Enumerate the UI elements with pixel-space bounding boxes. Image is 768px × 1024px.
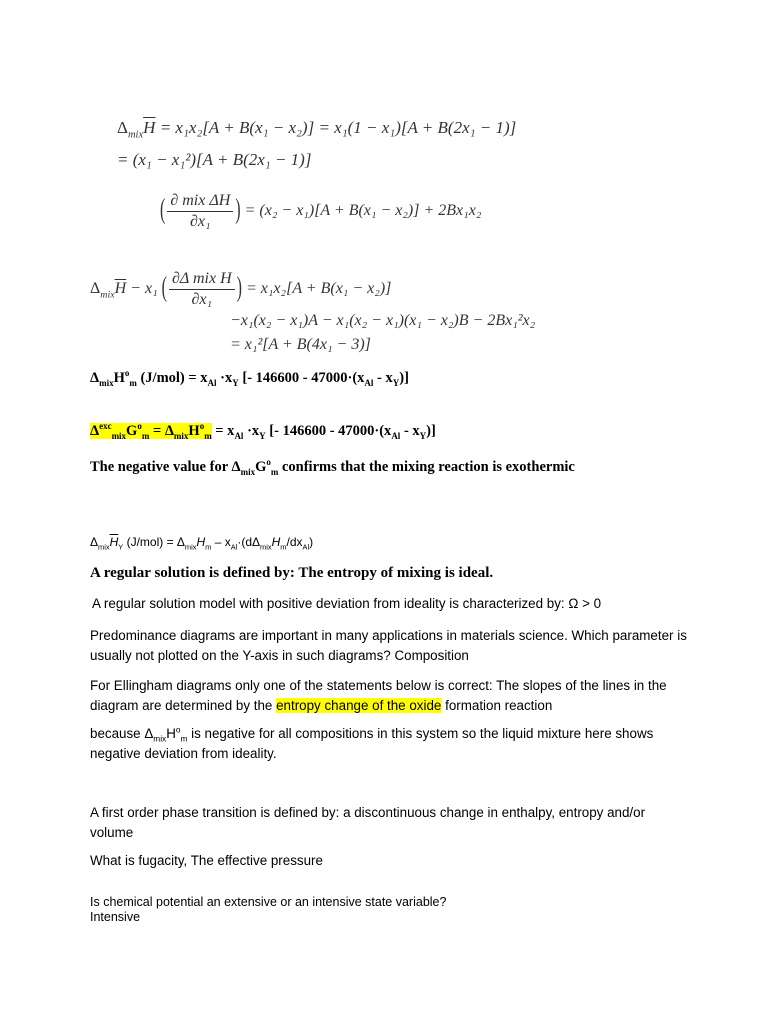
excess-gibbs-equation: $\Delta^{exc}_{mix}G^o_m = \Delta_{mix}H^o_m = x_{Al} \cdot x_Y$ [- $146600 - 47000\cdot(x_{Al} - x_Y)$] xyxy=(90,421,436,441)
equation-partial-derivative: ( $\frac{\text{∂ mix ΔH}}{\text{∂x₁}}$ ) = (x₂ − x₁)[A + B(x₁ − x₂)] + 2Bx₁x₂ xyxy=(160,192,482,230)
fugacity-statement: What is fugacity, The effective pressure xyxy=(90,853,323,868)
equation-delta-mix-h: $\Delta_{mix}\overline{H} = x_1x_2[A + B(x_1 - x_2)] = x_1(1 - x_1)[A + B(2x_1 - 1)]$ xyxy=(117,118,517,141)
regular-solution-statement: A regular solution is defined by: The entropy of mixing is ideal. xyxy=(90,565,494,581)
first-order-transition-statement: A first order phase transition is defined by: a discontinuous change in enthalpy, entropy and/or volume xyxy=(90,805,646,840)
ellingham-statement: For Ellingham diagrams only one of the statements below is correct: The slopes of the lines in the diagram are determined by the entropy change of the oxide formation reaction xyxy=(90,678,667,713)
highlighted-excess-gibbs: $\Delta^{exc}_{mix}G^o_m = \Delta_{mix}H^o_m$ xyxy=(90,421,212,441)
equation-partial-molar: $\Delta_{mix}\overline{H} - x_1$ ( $\frac{\text{∂Δ mix H}}{\text{∂x₁}}$ ) = x₁x₂[A + B(x₁ − x₂)] xyxy=(90,270,392,308)
chemical-potential-answer: Intensive xyxy=(90,910,141,924)
equation-line-6: = x₁²[A + B(4x₁ − 3)] xyxy=(230,336,371,353)
equation-line-2: = (x₁ − x₁²)[A + B(2x₁ − 1)] xyxy=(117,150,312,169)
mixing-enthalpy-equation: $\Delta_{mix}H^o_m$ $(J/mol) = x_{Al} \cdot x_Y$ [- $146600 - 47000\cdot(x_{Al} - x_Y)$] xyxy=(90,368,409,388)
equation-line-5: −x₁(x₂ − x₁)A − x₁(x₂ − x₁)(x₁ − x₂)B − 2Bx₁²x₂ xyxy=(230,312,536,329)
negative-value-statement: The negative value for $\Delta_{mix}G^o_m$ confirms that the mixing reaction is exothermic xyxy=(90,457,575,477)
predominance-statement: Predominance diagrams are important in many applications in materials science. Which parameter is usually not plotted on the Y-axis in such diagrams? Composition xyxy=(90,628,687,663)
partial-molar-enthalpy-formula: $\Delta_{mix}\overline{H}_Y$ $(J/mol) = \Delta_{mix}H_m - x_{Al}\cdot(d\Delta_{mix}H_m/dx_{Al})$ xyxy=(90,535,314,552)
chemical-potential-question: Is chemical potential an extensive or an intensive state variable? xyxy=(90,895,447,909)
positive-deviation-statement: A regular solution model with positive deviation from ideality is characterized by: Ω > 0 xyxy=(92,596,602,611)
highlighted-entropy-change: entropy change of the oxide xyxy=(276,698,442,713)
because-statement: because $\Delta_{mix}H^o_m$ is negative for all compositions in this system so the liquid mixture here shows negative deviation from ideality. xyxy=(90,724,654,761)
